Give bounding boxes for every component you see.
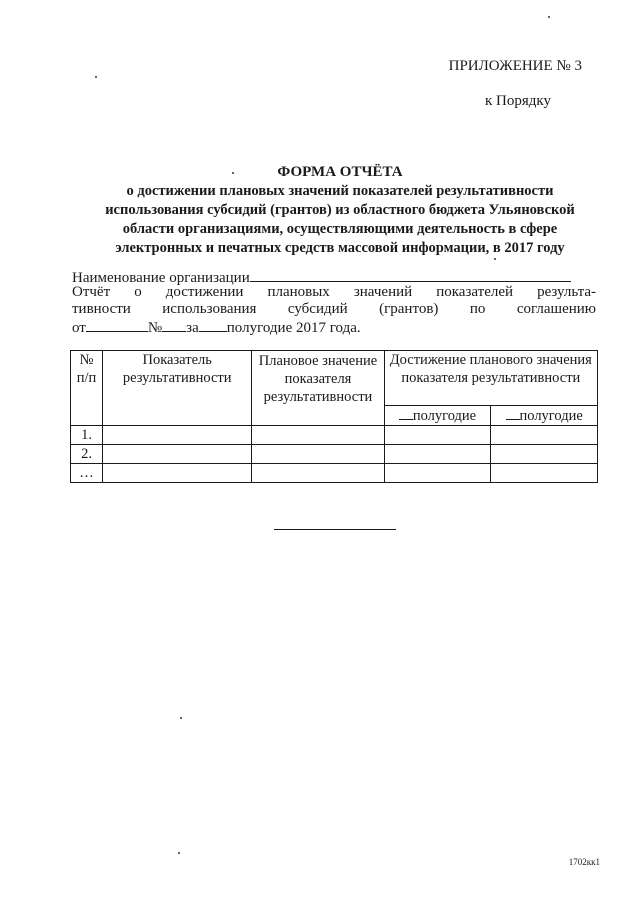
from-label: от: [72, 320, 86, 336]
row-number: 2.: [71, 445, 103, 464]
word: субсидий: [287, 301, 348, 317]
table-cell[interactable]: [252, 464, 384, 483]
table-cell[interactable]: [491, 426, 598, 445]
title-line: ФОРМА ОТЧЁТА: [277, 164, 403, 180]
table-row: [71, 426, 598, 445]
word: результа-: [537, 284, 597, 300]
table-cell[interactable]: [491, 464, 598, 483]
word: достижении: [165, 284, 244, 300]
scan-speck: [494, 258, 496, 260]
half-year-2-label: полугодие: [519, 408, 583, 424]
organization-name-field[interactable]: [250, 267, 571, 282]
for-label: за: [186, 320, 199, 336]
closing-line: [274, 529, 396, 530]
word: значений: [353, 284, 413, 300]
period-text: полугодие 2017 года.: [226, 320, 361, 336]
half-year-2-field[interactable]: [506, 406, 520, 420]
form-title: [40, 163, 640, 258]
organization-name-label: Наименование организации: [72, 270, 250, 286]
header-half-year-2: [491, 406, 598, 426]
table-row: [71, 464, 598, 483]
header-achievement: Достижение планового значения показателя результативности: [384, 351, 597, 406]
scan-speck: [178, 852, 180, 854]
header-half-year-1: [384, 406, 491, 426]
word: использования: [162, 301, 257, 317]
table-cell[interactable]: [252, 445, 384, 464]
table-cell[interactable]: [103, 464, 252, 483]
indicators-table: [70, 350, 598, 483]
title-line: электронных и печатных средств массовой информации, в 2017 году: [115, 240, 565, 256]
order-reference: к Порядку: [485, 93, 551, 109]
word: по: [469, 301, 486, 317]
table-row: [71, 445, 598, 464]
table-cell[interactable]: [491, 445, 598, 464]
table-cell[interactable]: [384, 464, 491, 483]
word: о: [134, 284, 142, 300]
table-cell[interactable]: [384, 445, 491, 464]
word: Отчёт: [72, 284, 111, 300]
half-year-1-label: полугодие: [412, 408, 477, 424]
report-text-line-3: [72, 318, 596, 337]
appendix-label: ПРИЛОЖЕНИЕ № 3: [448, 58, 582, 74]
table-cell[interactable]: [252, 426, 384, 445]
report-text-line-1: [72, 284, 596, 301]
scan-speck: [232, 172, 234, 174]
word: плановых: [267, 284, 330, 300]
row-number: 1.: [71, 426, 103, 445]
half-year-1-field[interactable]: [399, 406, 413, 420]
report-text-line-2: [72, 301, 596, 318]
scan-speck: [95, 76, 97, 78]
header-number: № п/п: [71, 351, 103, 426]
row-number: …: [71, 464, 103, 483]
word: тивности: [72, 301, 131, 317]
table-cell[interactable]: [103, 426, 252, 445]
scan-speck: [180, 717, 182, 719]
table-cell[interactable]: [384, 426, 491, 445]
title-line: использования субсидий (грантов) из областного бюджета Ульяновской: [105, 202, 575, 218]
header-planned-value: Плановое значение показателя результативности: [252, 351, 384, 426]
date-field[interactable]: [86, 318, 148, 332]
table-cell[interactable]: [103, 445, 252, 464]
document-code: 1702кк1: [568, 857, 600, 867]
half-year-field[interactable]: [199, 318, 227, 332]
word: (грантов): [379, 301, 439, 317]
word: соглашению: [516, 301, 597, 317]
word: показателей: [436, 284, 514, 300]
header-indicator: Показатель результативности: [103, 351, 252, 426]
number-label: №: [147, 320, 163, 336]
title-line: о достижении плановых значений показателей результативности: [126, 183, 554, 199]
title-line: области организациями, осуществляющими деятельность в сфере: [122, 221, 558, 237]
agreement-number-field[interactable]: [162, 318, 186, 332]
scan-speck: [548, 16, 550, 18]
